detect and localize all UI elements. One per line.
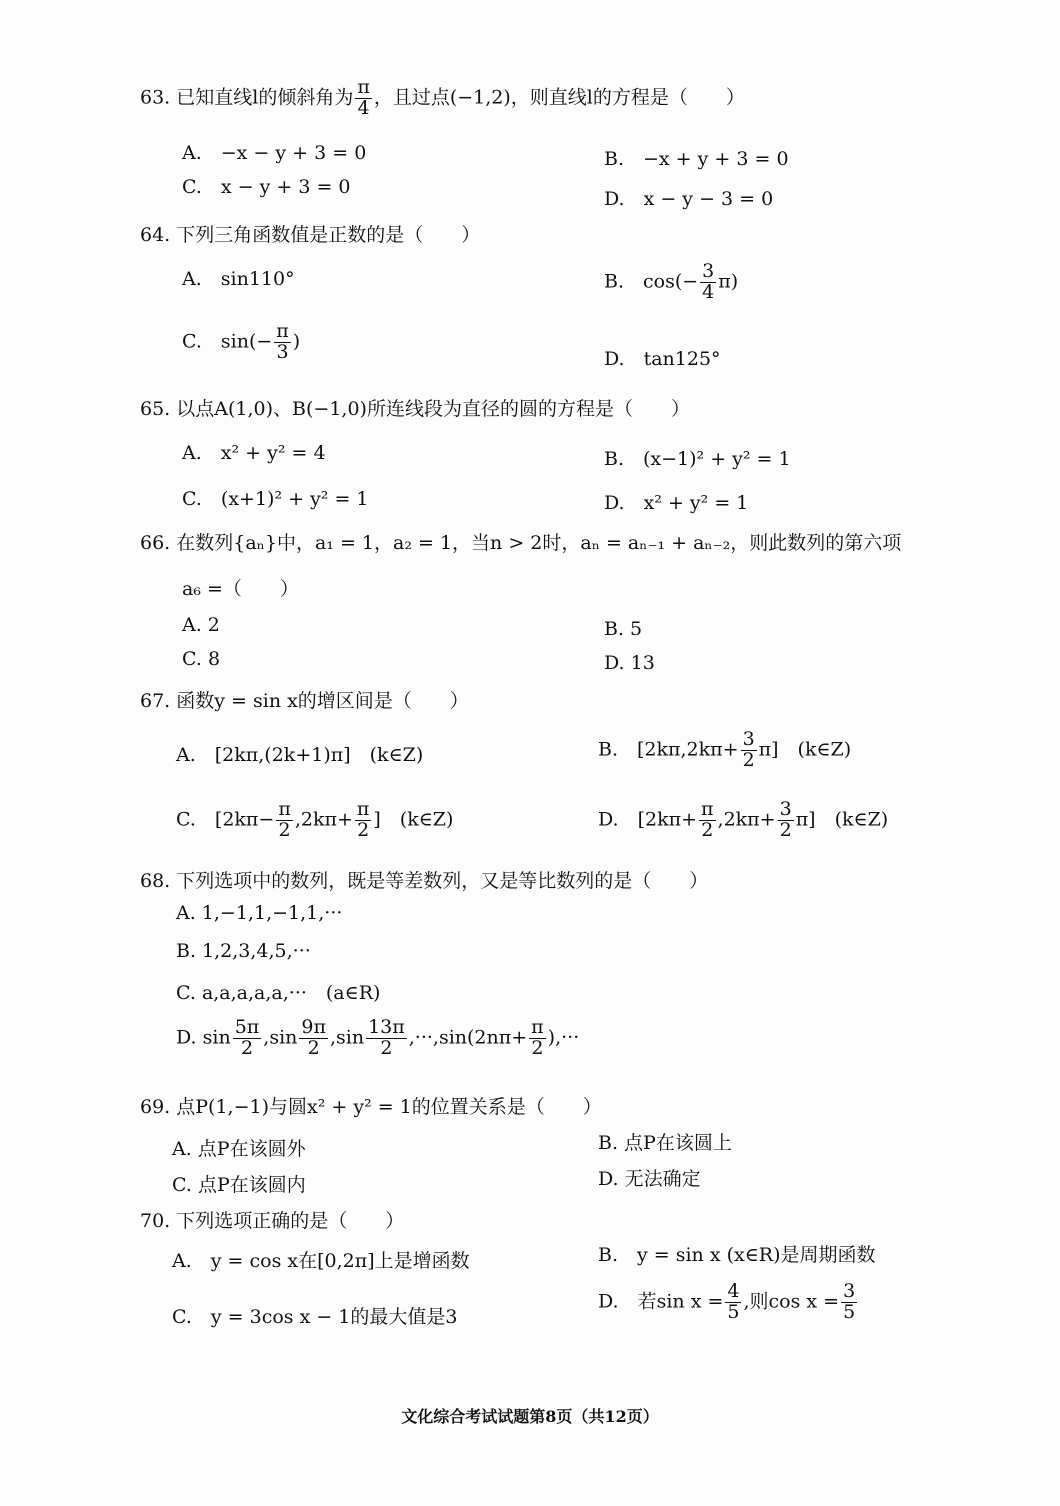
q69-option-d: D. 无法确定 (598, 1168, 701, 1190)
q67-option-c: C. [2kπ− $\frac{\pi}{2}$ ,2kπ+ $\frac{\pi}{2}$ ] (k∈Z) (176, 798, 454, 841)
question-63-stem: 63. 已知直线l的倾斜角为 $\frac{\pi}{4}$ ，且过点(−1,2)，则直线l的方程是（ ） (140, 76, 745, 119)
q65-option-d: D. x² + y² = 1 (604, 492, 749, 514)
question-64-stem: 64. 下列三角函数值是正数的是（ ） (140, 224, 481, 246)
q65-option-b: B. (x−1)² + y² = 1 (604, 448, 791, 470)
q70-option-c: C. y = 3cos x − 1的最大值是3 (172, 1306, 458, 1328)
q64-option-c: C. sin(− $\frac{\pi}{3}$ ) (182, 320, 301, 363)
q70-option-d: D. 若sin x = $\frac{4}{5}$ ,则cos x = $\frac{3}{5}$ (598, 1280, 856, 1323)
q68-option-b: B. 1,2,3,4,5,··· (176, 940, 311, 962)
q69-option-a: A. 点P在该圆外 (172, 1138, 306, 1160)
q63-option-b: B. −x + y + 3 = 0 (604, 148, 789, 170)
q63-option-c: C. x − y + 3 = 0 (182, 176, 351, 198)
page-footer: 文化综合考试试题第8页（共12页） (401, 1407, 659, 1426)
question-70-stem: 70. 下列选项正确的是（ ） (140, 1210, 405, 1232)
q67-option-d: D. [2kπ+ $\frac{\pi}{2}$ ,2kπ+ $\frac{3}{2}$ π] (k∈Z) (598, 798, 889, 841)
q65-option-c: C. (x+1)² + y² = 1 (182, 488, 369, 510)
q66-option-a: A. 2 (182, 614, 220, 636)
q67-option-b: B. [2kπ,2kπ+ $\frac{3}{2}$ π] (k∈Z) (598, 728, 852, 771)
q67-option-a: A. [2kπ,(2k+1)π] (k∈Z) (176, 744, 424, 766)
question-69-stem: 69. 点P(1,−1)与圆x² + y² = 1的位置关系是（ ） (140, 1096, 602, 1118)
question-67-stem: 67. 函数y = sin x的增区间是（ ） (140, 690, 469, 712)
q69-option-b: B. 点P在该圆上 (598, 1132, 732, 1154)
q63-option-d: D. x − y − 3 = 0 (604, 188, 774, 210)
question-66-stem: 66. 在数列{aₙ}中，a₁ = 1，a₂ = 1，当n > 2时，aₙ = aₙ₋₁ + aₙ₋₂，则此数列的第六项 (140, 532, 902, 554)
q66-option-b: B. 5 (604, 618, 643, 640)
q69-option-c: C. 点P在该圆内 (172, 1174, 306, 1196)
q64-option-b: B. cos(− $\frac{3}{4}$ π) (604, 260, 739, 303)
q68-option-d: D. sin $\frac{5\pi}{2}$ ,sin $\frac{9\pi}{2}$ ,sin $\frac{13\pi}{2}$ ,···,sin(2nπ+ $\frac{\pi}{2}$ ),··· (176, 1016, 580, 1059)
q68-option-a: A. 1,−1,1,−1,1,··· (176, 902, 343, 924)
question-65-stem: 65. 以点A(1,0)、B(−1,0)所连线段为直径的圆的方程是（ ） (140, 398, 690, 420)
q64-option-d: D. tan125° (604, 348, 721, 370)
question-68-stem: 68. 下列选项中的数列，既是等差数列，又是等比数列的是（ ） (140, 870, 709, 892)
q65-option-a: A. x² + y² = 4 (182, 442, 326, 464)
q64-option-a: A. sin110° (182, 268, 295, 290)
q66-option-c: C. 8 (182, 648, 221, 670)
question-66-stem-cont: a₆ =（ ） (182, 578, 299, 600)
q63-option-a: A. −x − y + 3 = 0 (182, 142, 367, 164)
q66-option-d: D. 13 (604, 652, 655, 674)
q68-option-c: C. a,a,a,a,a,··· (a∈R) (176, 982, 381, 1004)
q70-option-a: A. y = cos x在[0,2π]上是增函数 (172, 1250, 470, 1272)
q70-option-b: B. y = sin x (x∈R)是周期函数 (598, 1244, 876, 1266)
